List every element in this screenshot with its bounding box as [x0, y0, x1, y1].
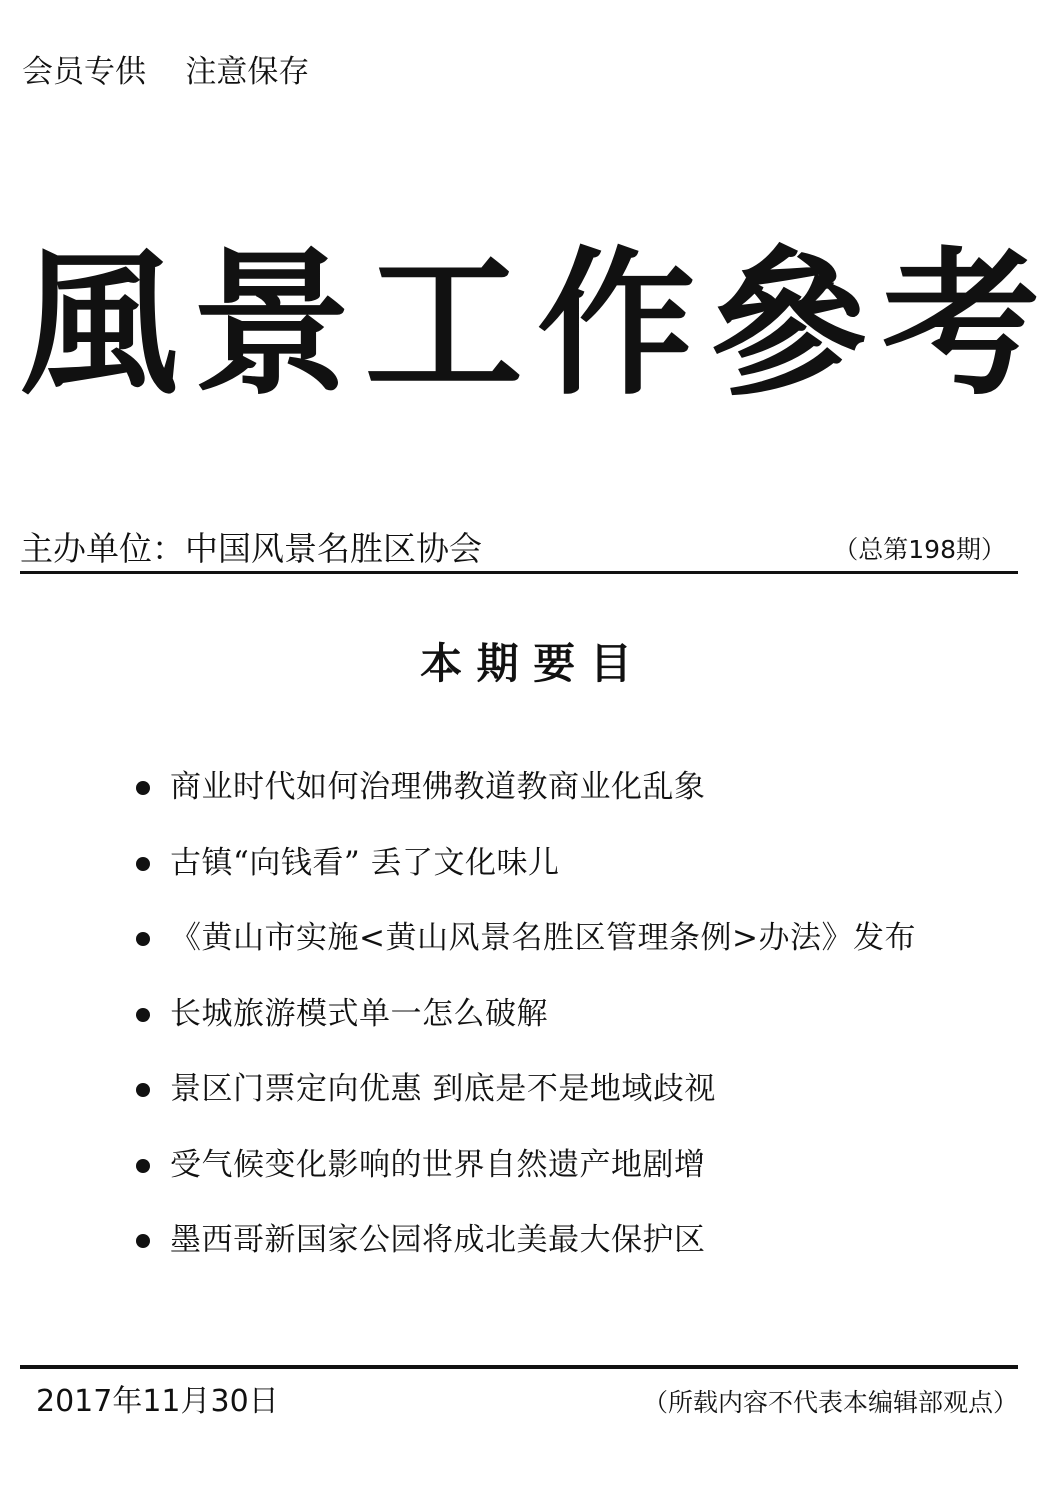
- issue-number: （总第198期）: [833, 535, 1006, 564]
- toc-item: [136, 912, 1016, 988]
- masthead-calligraphy-title: [20, 200, 1040, 450]
- masthead-char: 作: [537, 232, 696, 417]
- toc-item: [136, 1214, 1016, 1290]
- sponsor-text: 主办单位：中国风景名胜区协会: [20, 529, 482, 568]
- toc-item-text: 古镇“向钱看” 丢了文化味儿: [170, 844, 560, 881]
- toc-item-text: 受气候变化影响的世界自然遗产地剧增: [170, 1146, 706, 1183]
- header-divider: [20, 571, 1018, 574]
- toc-item-text: 商业时代如何治理佛教道教商业化乱象: [170, 769, 706, 805]
- toc-item: [136, 1063, 1016, 1139]
- sponsor-row: [20, 524, 1020, 574]
- bullet-icon: [136, 1234, 150, 1248]
- bullet-icon: [136, 1083, 150, 1097]
- masthead-char: 參: [709, 232, 868, 417]
- masthead-char: 工: [364, 232, 523, 417]
- footer-divider: [20, 1365, 1018, 1369]
- bullet-icon: [136, 932, 150, 946]
- bullet-icon: [136, 1159, 150, 1173]
- toc-item: [136, 988, 1016, 1064]
- toc-heading: 本 期 要 目: [420, 639, 632, 688]
- masthead-char: 風: [20, 232, 178, 417]
- members-only-notice: 会员专供 注意保存: [22, 54, 310, 90]
- toc-item-text: 长城旅游模式单一怎么破解: [170, 995, 548, 1032]
- toc-item: [136, 761, 1016, 837]
- bullet-icon: [136, 857, 150, 871]
- bullet-icon: [136, 781, 150, 795]
- toc-list: [136, 761, 1016, 1290]
- bullet-icon: [136, 1008, 150, 1022]
- toc-item-text: 墨西哥新国家公园将成北美最大保护区: [170, 1222, 706, 1258]
- editorial-disclaimer: （所载内容不代表本编辑部观点）: [642, 1388, 1018, 1417]
- toc-item-text: 《黄山市实施<黄山风景名胜区管理条例>办法》发布: [170, 920, 916, 956]
- publication-date: 2017年11月30日: [36, 1384, 279, 1419]
- masthead-char: 景: [192, 232, 351, 417]
- toc-item: [136, 837, 1016, 913]
- masthead-char: 考: [881, 232, 1040, 417]
- toc-item: [136, 1139, 1016, 1215]
- toc-item-text: 景区门票定向优惠 到底是不是地域歧视: [170, 1071, 716, 1107]
